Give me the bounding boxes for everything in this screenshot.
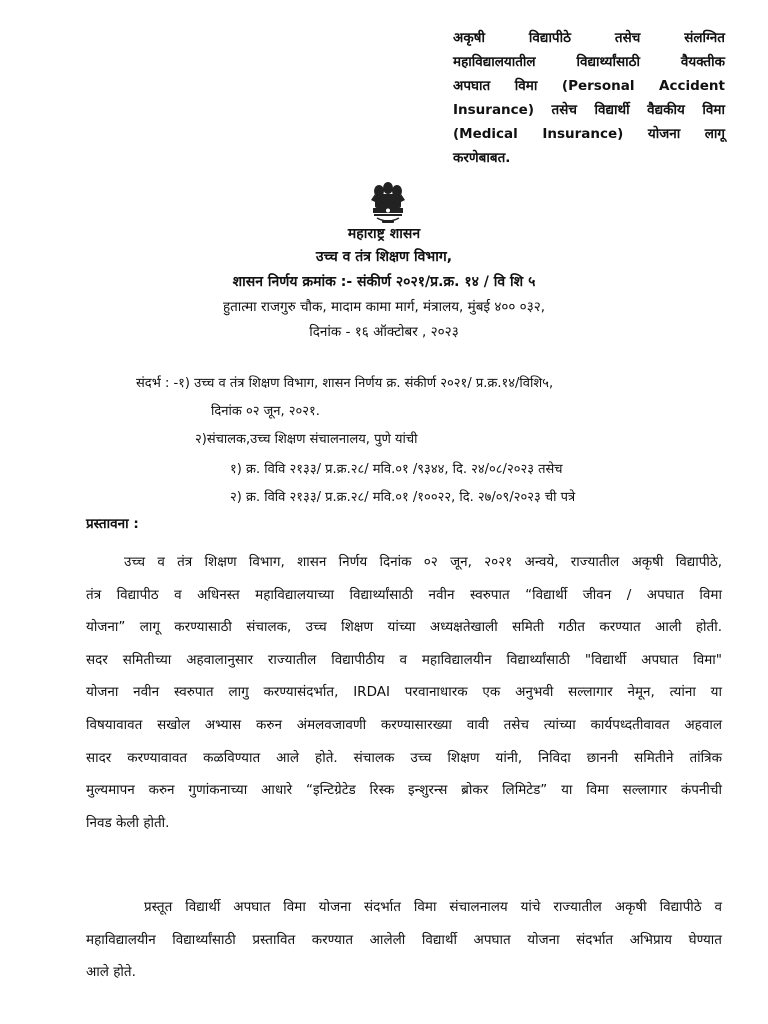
paragraph-2 <box>86 891 722 989</box>
paragraph-line: निवड केली होती. <box>86 814 170 831</box>
subject-line: (Medical Insurance) योजना लागू <box>453 126 725 142</box>
govt-name: महाराष्ट्र शासन <box>347 226 421 242</box>
paragraph-line: योजना नवीन स्वरुपात लागु करण्यासंदर्भात, IRDAI परवानाधारक एक अनुभवी सल्लागार नेमून, त्यांना या <box>86 684 722 701</box>
subject-line: महाविद्यालयातील विद्यार्थ्यांसाठी वैयक्तीक <box>453 54 725 70</box>
paragraph-line: सादर करण्यावावत कळविण्यात आले होते. संचालक उच्च शिक्षण यांनी, निविदा छाननी समितीने तांत्रिक <box>86 749 722 766</box>
reference-2a: १) क्र. विवि २१३३/ प्र.क्र.२८/ मवि.०१ /९३४४, दि. २४/०८/२०२३ तसेच <box>230 462 563 477</box>
address: हुतात्मा राजगुरु चौक, मादाम कामा मार्ग, मंत्रालय, मुंबई ४०० ०३२, <box>222 299 546 315</box>
paragraph-line: उच्च व तंत्र शिक्षण विभाग, शासन निर्णय दिनांक ०२ जून, २०२१ अन्वये, राज्यातील अकृषी विद्यापीठे, <box>124 554 722 570</box>
reference-1-date: दिनांक ०२ जून, २०२१. <box>211 404 320 419</box>
reference-2b: २) क्र. विवि २१३३/ प्र.क्र.२८/ मवि.०१ /१००२२, दि. २७/०९/२०२३ ची पत्रे <box>230 490 576 505</box>
subject-line: Insurance) तसेच विद्यार्थी वैद्यकीय विमा <box>453 102 725 118</box>
paragraph-line: विषयावावत सखोल अभ्यास करुन अंमलवजावणी करण्यासारख्या वावी तसेच त्यांच्या कार्यपध्दतीवावत अहवाल <box>86 716 722 733</box>
paragraph-line: प्रस्तूत विद्यार्थी अपघात विमा योजना संदर्भात विमा संचालनालय यांचे राज्यातील अकृषी विद्यापीठे व <box>144 899 722 915</box>
paragraph-line: मुल्यमापन करुन गुणांकनाच्या आधारे “इन्टिग्रेटेड रिस्क इन्शुरन्स ब्रोकर लिमिटेड” या विमा सल्लागार कंपनीची <box>86 782 722 799</box>
state-emblem-icon <box>365 178 411 226</box>
subject-line: अपघात विमा (Personal Accident <box>453 78 725 94</box>
paragraph-line: सदर समितीच्या अहवालानुसार राज्यातील विद्यापीठीय व महाविद्यालयीन विद्यार्थ्यांसाठी "विद्यार्थी अपघात विमा" <box>86 651 722 668</box>
paragraph-line: आले होते. <box>86 964 136 981</box>
subject-line: अकृषी विद्यापीठे तसेच संलग्नित <box>453 30 725 46</box>
gr-date: दिनांक - १६ ऑक्टोबर , २०२३ <box>309 324 459 340</box>
reference-1: संदर्भ : -१) उच्च व तंत्र शिक्षण विभाग, शासन निर्णय क्र. संकीर्ण २०२१/ प्र.क्र.१४/विशि५, <box>136 376 554 391</box>
subject-line: करणेबाबत. <box>453 150 511 166</box>
reference-2: २)संचालक,उच्च शिक्षण संचालनालय, पुणे यांची <box>195 432 418 447</box>
department-name: उच्च व तंत्र शिक्षण विभाग, <box>315 249 453 265</box>
paragraph-line: महाविद्यालयीन विद्यार्थ्यांसाठी प्रस्तावित करण्यात आलेली विद्यार्थी अपघात योजना संदर्भात अभिप्राय घेण्यात <box>86 931 722 948</box>
paragraph-line: तंत्र विद्यापीठ व अधिनस्त महाविद्यालयाच्या विद्यार्थ्यांसाठी नवीन स्वरुपात “विद्यार्थी जीवन / अपघात विमा <box>86 586 722 603</box>
paragraph-1 <box>86 546 722 839</box>
subject-block <box>453 26 725 170</box>
paragraph-line: योजना” लागू करण्यासाठी संचालक, उच्च शिक्षण यांच्या अध्यक्षतेखाली समिती गठीत करण्यात आली होती. <box>86 619 722 636</box>
gr-number: शासन निर्णय क्रमांक :- संकीर्ण २०२१/प्र.क्र. १४ / वि शि ५ <box>232 274 536 290</box>
prastavana-heading: प्रस्तावना : <box>86 516 139 532</box>
